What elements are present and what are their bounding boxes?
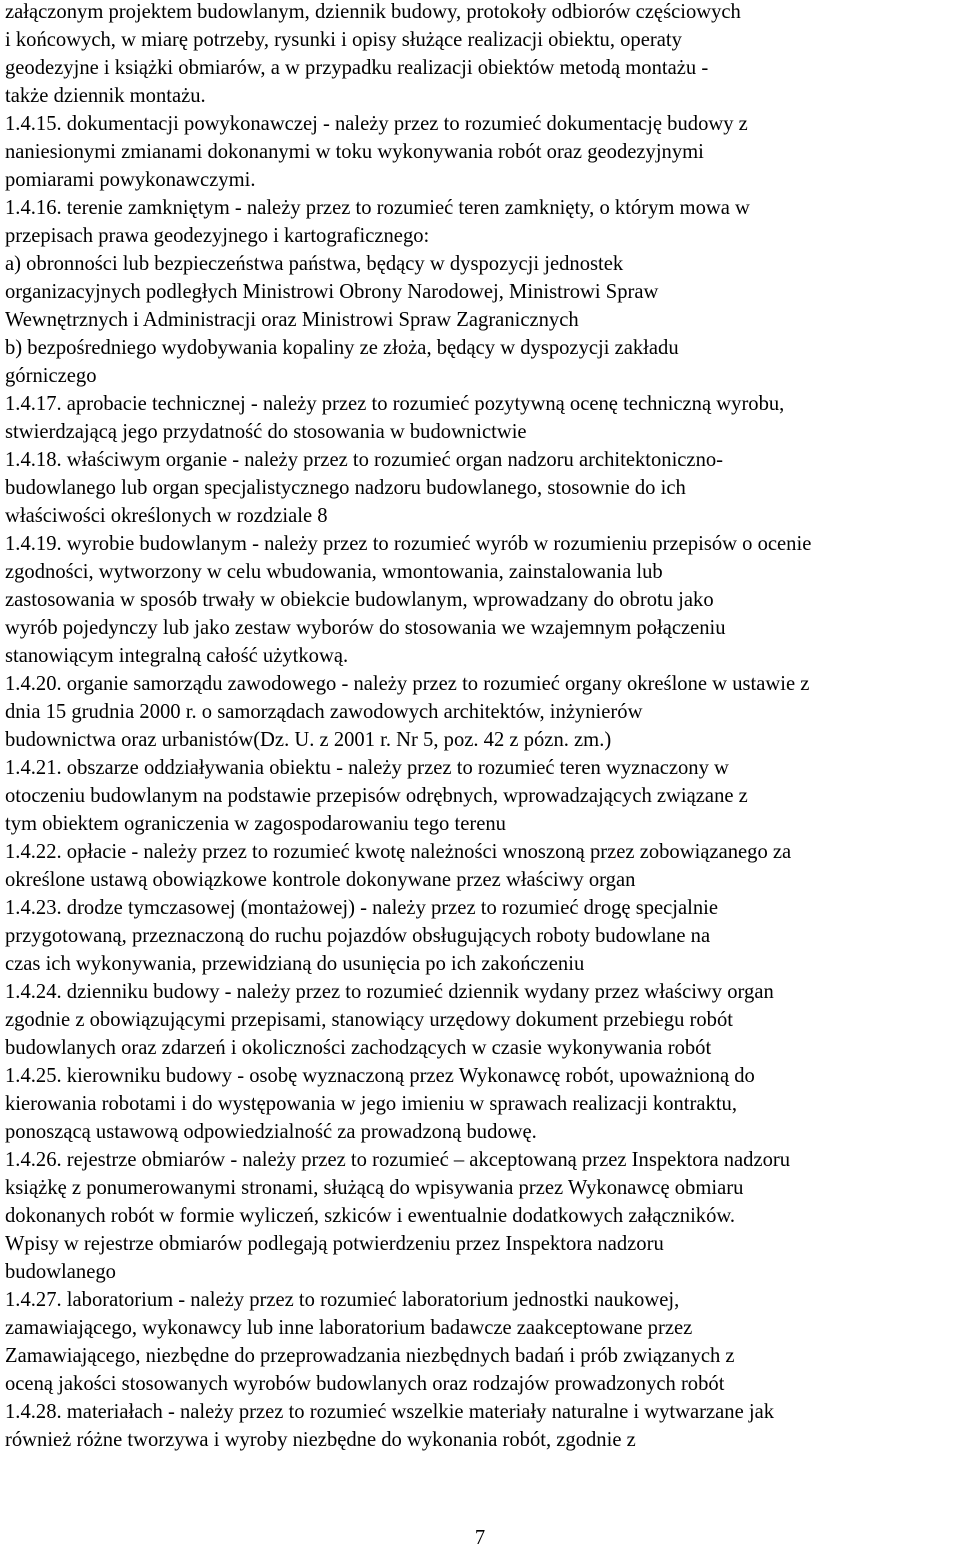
text-line: ponoszącą ustawową odpowiedzialność za prowadzoną budowę. [5, 1121, 537, 1143]
text-line: 1.4.20. organie samorządu zawodowego - należy przez to rozumieć organy określone w ustawie z [5, 673, 810, 695]
text-line: i końcowych, w miarę potrzeby, rysunki i opisy służące realizacji obiektu, operaty [5, 29, 682, 51]
text-line: 1.4.18. właściwym organie - należy przez to rozumieć organ nadzoru architektoniczno- [5, 449, 724, 471]
text-line: stanowiącym integralną całość użytkową. [5, 645, 349, 667]
text-line: zamawiającego, wykonawcy lub inne laboratorium badawcze zaakceptowane przez [5, 1317, 693, 1339]
text-line: 1.4.27. laboratorium - należy przez to rozumieć laboratorium jednostki naukowej, [5, 1289, 680, 1311]
text-line: pomiarami powykonawczymi. [5, 169, 256, 191]
text-line: 1.4.21. obszarze oddziaływania obiektu - należy przez to rozumieć teren wyznaczony w [5, 757, 729, 779]
text-line: b) bezpośredniego wydobywania kopaliny ze złoża, będący w dyspozycji zakładu [5, 337, 679, 359]
text-line: 1.4.25. kierowniku budowy - osobę wyznaczoną przez Wykonawcę robót, upoważnioną do [5, 1065, 755, 1087]
text-line: również różne tworzywa i wyroby niezbędne do wykonania robót, zgodnie z [5, 1429, 636, 1451]
text-line: oceną jakości stosowanych wyrobów budowlanych oraz rodzajów prowadzonych robót [5, 1373, 725, 1395]
text-line: 1.4.23. drodze tymczasowej (montażowej) - należy przez to rozumieć drogę specjalnie [5, 897, 719, 919]
text-line: 1.4.19. wyrobie budowlanym - należy przez to rozumieć wyrób w rozumieniu przepisów o ocenie [5, 533, 812, 555]
text-line: dnia 15 grudnia 2000 r. o samorządach zawodowych architektów, inżynierów [5, 701, 643, 723]
text-line: geodezyjne i książki obmiarów, a w przypadku realizacji obiektów metodą montażu - [5, 57, 709, 79]
text-line: czas ich wykonywania, przewidzianą do usunięcia po ich zakończeniu [5, 953, 585, 975]
text-line: dokonanych robót w formie wyliczeń, szkiców i ewentualnie dodatkowych załączników. [5, 1205, 736, 1227]
page-number: 7 [474, 1527, 486, 1549]
text-line: budownictwa oraz urbanistów(Dz. U. z 2001 r. Nr 5, poz. 42 z pózn. zm.) [5, 729, 612, 751]
text-line: budowlanego lub organ specjalistycznego nadzoru budowlanego, stosownie do ich [5, 477, 686, 499]
text-line: górniczego [5, 365, 97, 387]
text-line: 1.4.28. materiałach - należy przez to rozumieć wszelkie materiały naturalne i wytwarzane jak [5, 1401, 775, 1423]
text-line: zgodnie z obowiązującymi przepisami, stanowiący urzędowy dokument przebiegu robót [5, 1009, 733, 1031]
text-line: właściwości określonych w rozdziale 8 [5, 505, 328, 527]
text-line: otoczeniu budowlanym na podstawie przepisów odrębnych, wprowadzających związane z [5, 785, 748, 807]
text-line: kierowania robotami i do występowania w jego imieniu w sprawach realizacji kontraktu, [5, 1093, 737, 1115]
text-line: Wpisy w rejestrze obmiarów podlegają potwierdzeniu przez Inspektora nadzoru [5, 1233, 664, 1255]
text-line: 1.4.26. rejestrze obmiarów - należy przez to rozumieć – akceptowaną przez Inspektora nadzoru [5, 1149, 791, 1171]
text-line: 1.4.24. dzienniku budowy - należy przez to rozumieć dziennik wydany przez właściwy organ [5, 981, 774, 1003]
text-line: 1.4.22. opłacie - należy przez to rozumieć kwotę należności wnoszoną przez zobowiązanego za [5, 841, 792, 863]
text-line: tym obiektem ograniczenia w zagospodarowaniu tego terenu [5, 813, 506, 835]
text-line: przepisach prawa geodezyjnego i kartograficznego: [5, 225, 430, 247]
text-line: zastosowania w sposób trwały w obiekcie budowlanym, wprowadzany do obrotu jako [5, 589, 714, 611]
text-line: także dziennik montażu. [5, 85, 206, 107]
text-line: Wewnętrznych i Administracji oraz Ministrowi Spraw Zagranicznych [5, 309, 579, 331]
text-line: wyrób pojedynczy lub jako zestaw wyborów do stosowania we wzajemnym połączeniu [5, 617, 726, 639]
text-line: załączonym projektem budowlanym, dziennik budowy, protokoły odbiorów częściowych [5, 1, 741, 23]
text-line: 1.4.15. dokumentacji powykonawczej - należy przez to rozumieć dokumentację budowy z [5, 113, 748, 135]
text-line: 1.4.17. aprobacie technicznej - należy przez to rozumieć pozytywną ocenę techniczną wyrobu, [5, 393, 785, 415]
text-line: zgodności, wytworzony w celu wbudowania, wmontowania, zainstalowania lub [5, 561, 663, 583]
text-line: określone ustawą obowiązkowe kontrole dokonywane przez właściwy organ [5, 869, 636, 891]
text-line: Zamawiającego, niezbędne do przeprowadzania niezbędnych badań i prób związanych z [5, 1345, 735, 1367]
text-line: książkę z ponumerowanymi stronami, służącą do wpisywania przez Wykonawcę obmiaru [5, 1177, 744, 1199]
text-line: budowlanych oraz zdarzeń i okoliczności zachodzących w czasie wykonywania robót [5, 1037, 712, 1059]
text-line: przygotowaną, przeznaczoną do ruchu pojazdów obsługujących roboty budowlane na [5, 925, 711, 947]
text-line: naniesionymi zmianami dokonanymi w toku wykonywania robót oraz geodezyjnymi [5, 141, 704, 163]
text-line: organizacyjnych podległych Ministrowi Obrony Narodowej, Ministrowi Spraw [5, 281, 659, 303]
text-line: stwierdzającą jego przydatność do stosowania w budownictwie [5, 421, 527, 443]
text-line: a) obronności lub bezpieczeństwa państwa, będący w dyspozycji jednostek [5, 253, 624, 275]
text-line: 1.4.16. terenie zamkniętym - należy przez to rozumieć teren zamknięty, o którym mowa w [5, 197, 750, 219]
text-line: budowlanego [5, 1261, 116, 1283]
